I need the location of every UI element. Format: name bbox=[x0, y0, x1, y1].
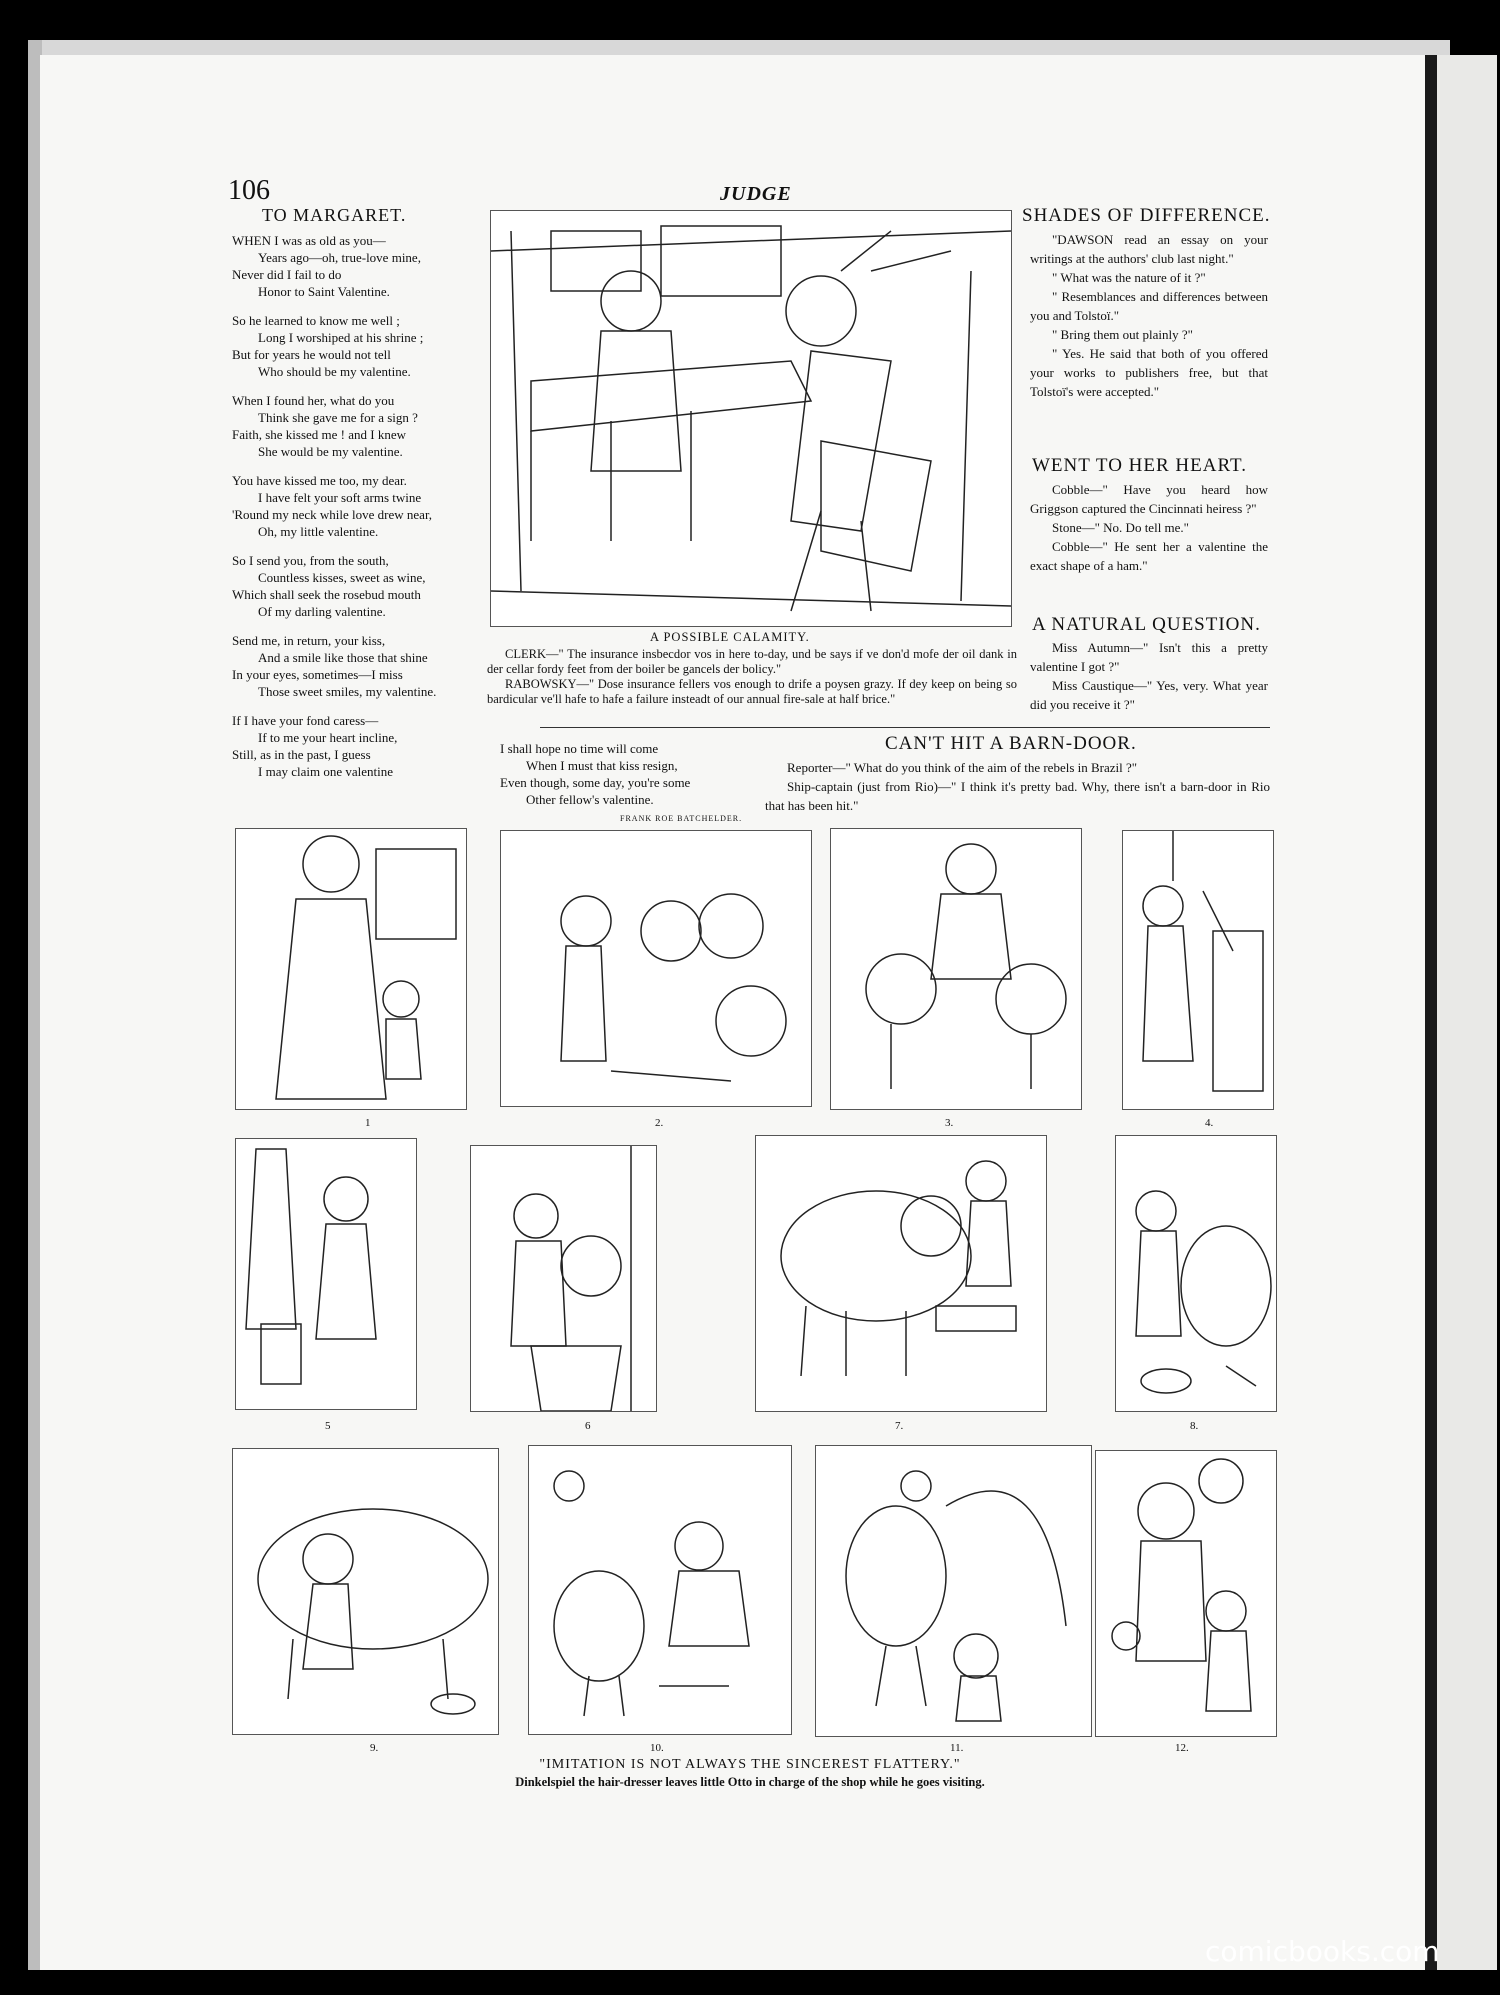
strip-caption: "IMITATION IS NOT ALWAYS THE SINCEREST FLATTERY." bbox=[539, 1757, 961, 1772]
poem-line: Even though, some day, you're some bbox=[500, 775, 691, 790]
barndoor-text bbox=[765, 758, 1270, 815]
barndoor-line: Ship-captain (just from Rio)—" I think it's pretty bad. Why, there isn't a barn-door in Rio that has been hit." bbox=[765, 779, 1270, 813]
heart-paragraph: Cobble—" Have you heard how Griggson captured the Cincinnati heiress ?" bbox=[1030, 482, 1268, 516]
poem-line: Who should be my valentine. bbox=[258, 364, 411, 379]
shades-paragraph: " Bring them out plainly ?" bbox=[1052, 327, 1193, 342]
poem-line: Still, as in the past, I guess bbox=[232, 747, 371, 762]
poem-line: But for years he would not tell bbox=[232, 347, 391, 362]
poem-line: Countless kisses, sweet as wine, bbox=[258, 570, 426, 585]
heart-paragraph: Cobble—" He sent her a valentine the exact shape of a ham." bbox=[1030, 539, 1268, 573]
poem-line: Other fellow's valentine. bbox=[526, 792, 654, 807]
panel-drawing bbox=[529, 1446, 791, 1734]
panel-number: 7. bbox=[895, 1420, 904, 1432]
poem-continued bbox=[500, 740, 760, 827]
poem-line: Which shall seek the rosebud mouth bbox=[232, 587, 421, 602]
panel-drawing bbox=[1123, 831, 1273, 1109]
strip-panel-8 bbox=[1115, 1135, 1277, 1412]
poem-author: FRANK ROE BATCHELDER. bbox=[620, 814, 743, 823]
panel-number: 12. bbox=[1175, 1742, 1189, 1754]
panel-number: 3. bbox=[945, 1117, 954, 1129]
poem-line: If I have your fond caress— bbox=[232, 713, 379, 728]
poem-line: WHEN I was as old as you— bbox=[232, 233, 386, 248]
panel-drawing bbox=[233, 1449, 498, 1734]
strip-panel-2 bbox=[500, 830, 812, 1107]
question-paragraph: Miss Caustique—" Yes, very. What year did you receive it ?" bbox=[1030, 678, 1268, 712]
panel-number: 4. bbox=[1205, 1117, 1214, 1129]
shades-paragraph: " What was the nature of it ?" bbox=[1052, 270, 1206, 285]
cartoon-caption bbox=[487, 647, 1017, 707]
panel-drawing bbox=[501, 831, 811, 1106]
poem-line: Never did I fail to do bbox=[232, 267, 342, 282]
panel-number: 10. bbox=[650, 1742, 664, 1754]
strip-panel-10 bbox=[528, 1445, 792, 1735]
poem-line: In your eyes, sometimes—I miss bbox=[232, 667, 403, 682]
poem-line: She would be my valentine. bbox=[258, 444, 403, 459]
strip-panel-3 bbox=[830, 828, 1082, 1110]
shades-paragraph: " Yes. He said that both of you offered your works to publishers free, but that Tolstoï's were accepted." bbox=[1030, 346, 1268, 399]
poem-line: So he learned to know me well ; bbox=[232, 313, 400, 328]
strip-panel-4 bbox=[1122, 830, 1274, 1110]
poem-line: Of my darling valentine. bbox=[258, 604, 386, 619]
poem-line: Oh, my little valentine. bbox=[258, 524, 379, 539]
poem-line: When I must that kiss resign, bbox=[526, 758, 678, 773]
poem-title: TO MARGARET. bbox=[262, 205, 407, 225]
panel-drawing bbox=[471, 1146, 656, 1411]
poem-stanza bbox=[232, 392, 482, 460]
poem-line: If to me your heart incline, bbox=[258, 730, 398, 745]
panel-drawing bbox=[236, 1139, 416, 1409]
strip-panel-1 bbox=[235, 828, 467, 1110]
watermark: comicbooks.com bbox=[1205, 1935, 1440, 1968]
poem-line: Faith, she kissed me ! and I knew bbox=[232, 427, 407, 442]
panel-drawing bbox=[1096, 1451, 1276, 1736]
strip-panel-6 bbox=[470, 1145, 657, 1412]
barndoor-line: Reporter—" What do you think of the aim of the rebels in Brazil ?" bbox=[787, 760, 1138, 775]
strip-subcaption: Dinkelspiel the hair-dresser leaves little Otto in charge of the shop while he goes visiting. bbox=[515, 1775, 985, 1789]
panel-number: 5 bbox=[325, 1420, 331, 1432]
poem-line: So I send you, from the south, bbox=[232, 553, 389, 568]
strip-panel-11 bbox=[815, 1445, 1092, 1737]
poem-stanza bbox=[232, 472, 482, 540]
question-paragraph: Miss Autumn—" Isn't this a pretty valentine I got ?" bbox=[1030, 640, 1268, 674]
poem-stanza bbox=[232, 232, 482, 300]
poem-line: And a smile like those that shine bbox=[258, 650, 428, 665]
question-title: A NATURAL QUESTION. bbox=[1032, 614, 1261, 635]
poem-line: When I found her, what do you bbox=[232, 393, 395, 408]
strip-panel-7 bbox=[755, 1135, 1047, 1412]
strip-panel-12 bbox=[1095, 1450, 1277, 1737]
divider-rule bbox=[540, 727, 1270, 728]
cartoon-caption-line: CLERK—" The insurance insbecdor vos in here to-day, und be says if ve don'd mofe der oil dank in der cellar fordy feet from der boiler be gancels der bolicy." bbox=[487, 647, 1017, 676]
panel-drawing bbox=[1116, 1136, 1276, 1411]
cartoon-drawing bbox=[491, 211, 1011, 626]
heart-paragraph: Stone—" No. Do tell me." bbox=[1052, 520, 1189, 535]
poem-line: Send me, in return, your kiss, bbox=[232, 633, 386, 648]
masthead: JUDGE bbox=[720, 183, 792, 205]
poem-line: Think she gave me for a sign ? bbox=[258, 410, 418, 425]
poem-line: Years ago—oh, true-love mine, bbox=[258, 250, 421, 265]
poem-line: Honor to Saint Valentine. bbox=[258, 284, 390, 299]
shades-title: SHADES OF DIFFERENCE. bbox=[1022, 205, 1271, 226]
poem-stanza bbox=[232, 552, 482, 620]
strip-panel-9 bbox=[232, 1448, 499, 1735]
panel-number: 6 bbox=[585, 1420, 591, 1432]
poem-line: I may claim one valentine bbox=[258, 764, 394, 779]
poem-line: Those sweet smiles, my valentine. bbox=[258, 684, 437, 699]
poem-left-column bbox=[232, 232, 482, 792]
cartoon-title: A POSSIBLE CALAMITY. bbox=[650, 630, 810, 644]
shades-paragraph: " Resemblances and differences between you and Tolstoï." bbox=[1030, 289, 1268, 323]
panel-drawing bbox=[816, 1446, 1091, 1736]
panel-drawing bbox=[831, 829, 1081, 1109]
panel-drawing bbox=[236, 829, 466, 1109]
poem-line: You have kissed me too, my dear. bbox=[232, 473, 407, 488]
question-text bbox=[1030, 638, 1268, 714]
cartoon-illustration bbox=[490, 210, 1012, 627]
poem-line: I shall hope no time will come bbox=[500, 741, 659, 756]
panel-number: 9. bbox=[370, 1742, 379, 1754]
page-gutter bbox=[1425, 55, 1437, 1970]
heart-text bbox=[1030, 480, 1268, 575]
poem-stanza bbox=[232, 312, 482, 380]
panel-drawing bbox=[756, 1136, 1046, 1411]
panel-number: 11. bbox=[950, 1742, 964, 1754]
poem-line: I have felt your soft arms twine bbox=[258, 490, 422, 505]
poem-line: 'Round my neck while love drew near, bbox=[232, 507, 433, 522]
page-number: 106 bbox=[228, 175, 270, 206]
poem-stanza bbox=[232, 632, 482, 700]
strip-panel-5 bbox=[235, 1138, 417, 1410]
panel-number: 1 bbox=[365, 1117, 371, 1129]
poem-stanza bbox=[232, 712, 482, 780]
panel-number: 2. bbox=[655, 1117, 664, 1129]
panel-number: 8. bbox=[1190, 1420, 1199, 1432]
shades-paragraph: "DAWSON read an essay on your writings at the authors' club last night." bbox=[1030, 232, 1268, 266]
barndoor-title: CAN'T HIT A BARN-DOOR. bbox=[885, 733, 1137, 754]
cartoon-caption-line: RABOWSKY—" Dose insurance fellers vos enough to drife a poysen grazy. If dey keep on being so bardicular ve'll hafe to hafe a failure insteadt of our annual fire-sale at half brice." bbox=[487, 677, 1017, 706]
poem-line: Long I worshiped at his shrine ; bbox=[258, 330, 424, 345]
shades-text bbox=[1030, 230, 1268, 401]
next-page-strip bbox=[1437, 55, 1497, 1970]
heart-title: WENT TO HER HEART. bbox=[1032, 455, 1247, 476]
